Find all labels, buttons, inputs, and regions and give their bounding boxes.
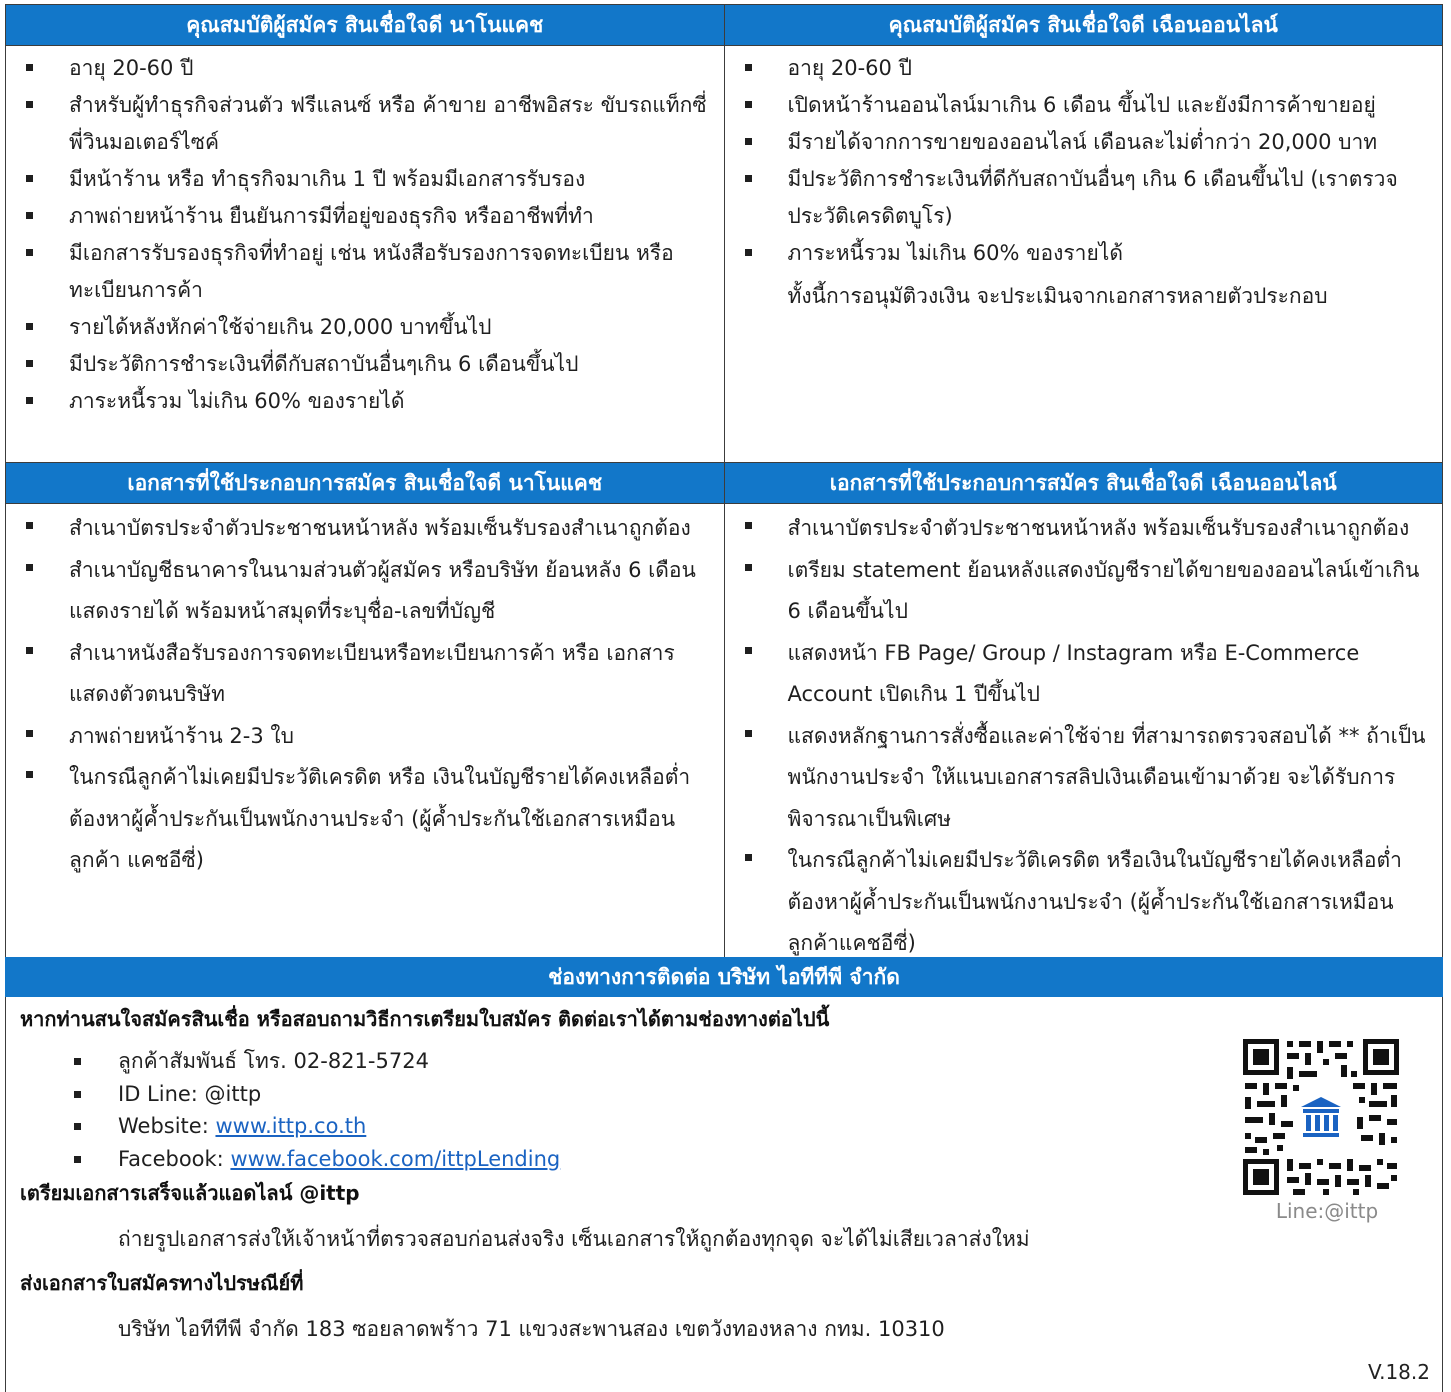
list-item: อายุ 20-60 ปี [6, 50, 724, 87]
website-label: Website: [118, 1114, 216, 1138]
version-label: V.18.2 [1368, 1360, 1430, 1384]
requirements-table [5, 4, 1443, 995]
post-heading: ส่งเอกสารใบสมัครทางไปรษณีย์ที่ [20, 1271, 304, 1295]
contact-phone: ลูกค้าสัมพันธ์ โทร. 02-821-5724 [6, 1045, 560, 1078]
online-doc-cell [724, 504, 1443, 995]
list-item: มีประวัติการชำระเงินที่ดีกับสถาบันอื่นๆ เกิน 6 เดือนขึ้นไป (เราตรวจประวัติเครดิตบูโร) [725, 161, 1443, 235]
online-qual-note: ทั้งนี้การอนุมัติวงเงิน จะประเมินจากเอกสารหลายตัวประกอบ [787, 284, 1328, 308]
list-item: แสดงหลักฐานการสั่งซื้อและค่าใช้จ่าย ที่สามารถตรวจสอบได้ ** ถ้าเป็นพนักงานประจำ ให้แนบเอกสารสลิปเงินเดือนเข้ามาด้วย จะได้รับการพิจารณาเป็นพิเศษ [725, 716, 1443, 841]
online-qual-header: คุณสมบัติผู้สมัคร สินเชื่อใจดี เฉือนออนไลน์ [724, 5, 1443, 46]
contact-facebook [6, 1143, 560, 1176]
nano-doc-header: เอกสารที่ใช้ประกอบการสมัคร สินเชื่อใจดี นาโนแคช [6, 463, 725, 504]
list-item: สำเนาหนังสือรับรองการจดทะเบียนหรือทะเบียนการค้า หรือ เอกสารแสดงตัวตนบริษัท [6, 633, 724, 716]
online-qual-cell [724, 46, 1443, 463]
list-item: ภาพถ่ายหน้าร้าน ยืนยันการมีที่อยู่ของธุรกิจ หรืออาชีพที่ทำ [6, 198, 724, 235]
facebook-label: Facebook: [118, 1146, 231, 1171]
list-item: ภาพถ่ายหน้าร้าน 2-3 ใบ [6, 716, 724, 758]
online-doc-header: เอกสารที่ใช้ประกอบการสมัคร สินเชื่อใจดี เฉือนออนไลน์ [724, 463, 1443, 504]
list-item: สำหรับผู้ทำธุรกิจส่วนตัว ฟรีแลนซ์ หรือ ค้าขาย อาชีพอิสระ ขับรถแท็กซี่ พี่วินมอเตอร์ไซค์ [6, 87, 724, 161]
list-item: รายได้หลังหักค่าใช้จ่ายเกิน 20,000 บาทขึ้นไป [6, 309, 724, 346]
list-item: มีประวัติการชำระเงินที่ดีกับสถาบันอื่นๆเกิน 6 เดือนขึ้นไป [6, 346, 724, 383]
contact-website [6, 1110, 560, 1143]
list-item: สำเนาบัตรประจำตัวประชาชนหน้าหลัง พร้อมเซ็นรับรองสำเนาถูกต้อง [6, 508, 724, 550]
list-item: สำเนาบัญชีธนาคารในนามส่วนตัวผู้สมัคร หรือบริษัท ย้อนหลัง 6 เดือนแสดงรายได้ พร้อมหน้าสมุดที่ระบุชื่อ-เลขที่บัญชี [6, 550, 724, 633]
list-item: ภาระหนี้รวม ไม่เกิน 60% ของรายได้ [725, 235, 1443, 272]
prepare-text: ถ่ายรูปเอกสารส่งให้เจ้าหน้าที่ตรวจสอบก่อนส่งจริง เซ็นเอกสารให้ถูกต้องทุกจุด จะได้ไม่เสียเวลาส่งใหม่ [118, 1227, 1030, 1251]
contact-header: ช่องทางการติดต่อ บริษัท ไอทีทีพี จำกัด [5, 957, 1443, 997]
list-item: ในกรณีลูกค้าไม่เคยมีประวัติเครดิต หรือ เงินในบัญชีรายได้คงเหลือต่ำ ต้องหาผู้ค้ำประกันเป็นพนักงานประจำ (ผู้ค้ำประกันใช้เอกสารเหมือนลูกค้า แคชอีซี่) [6, 757, 724, 882]
list-item: ในกรณีลูกค้าไม่เคยมีประวัติเครดิต หรือเงินในบัญชีรายได้คงเหลือต่ำ ต้องหาผู้ค้ำประกันเป็นพนักงานประจำ (ผู้ค้ำประกันใช้เอกสารเหมือนลูกค้าแคชอีซี่) [725, 840, 1443, 965]
prepare-heading: เตรียมเอกสารเสร็จแล้วแอดไลน์ @ittp [20, 1181, 360, 1205]
contact-section [5, 997, 1443, 1392]
nano-qual-header: คุณสมบัติผู้สมัคร สินเชื่อใจดี นาโนแคช [6, 5, 725, 46]
list-item: สำเนาบัตรประจำตัวประชาชนหน้าหลัง พร้อมเซ็นรับรองสำเนาถูกต้อง [725, 508, 1443, 550]
list-item: เปิดหน้าร้านออนไลน์มาเกิน 6 เดือน ขึ้นไป และยังมีการค้าขายอยู่ [725, 87, 1443, 124]
contact-intro: หากท่านสนใจสมัครสินเชื่อ หรือสอบถามวิธีการเตรียมใบสมัคร ติดต่อเราได้ตามช่องทางต่อไปนี้ [20, 1007, 830, 1031]
qr-caption: Line:@ittp [1275, 1199, 1379, 1223]
nano-qual-list [6, 46, 724, 420]
requirements-grid [5, 4, 1443, 995]
nano-doc-list [6, 504, 724, 882]
nano-qual-cell [6, 46, 725, 463]
list-item: แสดงหน้า FB Page/ Group / Instagram หรือ E-Commerce Account เปิดเกิน 1 ปีขึ้นไป [725, 633, 1443, 716]
list-item: ภาระหนี้รวม ไม่เกิน 60% ของรายได้ [6, 383, 724, 420]
facebook-link[interactable]: www.facebook.com/ittpLending [230, 1146, 561, 1171]
post-address: บริษัท ไอทีทีพี จำกัด 183 ซอยลาดพร้าว 71 แขวงสะพานสอง เขตวังทองหลาง กทม. 10310 [118, 1317, 945, 1341]
line-qr-code[interactable] [1241, 1037, 1401, 1197]
nano-doc-cell [6, 504, 725, 995]
contact-line-id: ID Line: @ittp [6, 1078, 560, 1111]
online-qual-list [725, 46, 1443, 272]
list-item: มีรายได้จากการขายของออนไลน์ เดือนละไม่ต่ำกว่า 20,000 บาท [725, 124, 1443, 161]
list-item: อายุ 20-60 ปี [725, 50, 1443, 87]
list-item: เตรียม statement ย้อนหลังแสดงบัญชีรายได้ขายของออนไลน์เข้าเกิน 6 เดือนขึ้นไป [725, 550, 1443, 633]
online-doc-list [725, 504, 1443, 965]
list-item: มีเอกสารรับรองธุรกิจที่ทำอยู่ เช่น หนังสือรับรองการจดทะเบียน หรือทะเบียนการค้า [6, 235, 724, 309]
website-link[interactable]: www.ittp.co.th [215, 1114, 367, 1138]
contact-list [6, 1045, 560, 1175]
list-item: มีหน้าร้าน หรือ ทำธุรกิจมาเกิน 1 ปี พร้อมมีเอกสารรับรอง [6, 161, 724, 198]
